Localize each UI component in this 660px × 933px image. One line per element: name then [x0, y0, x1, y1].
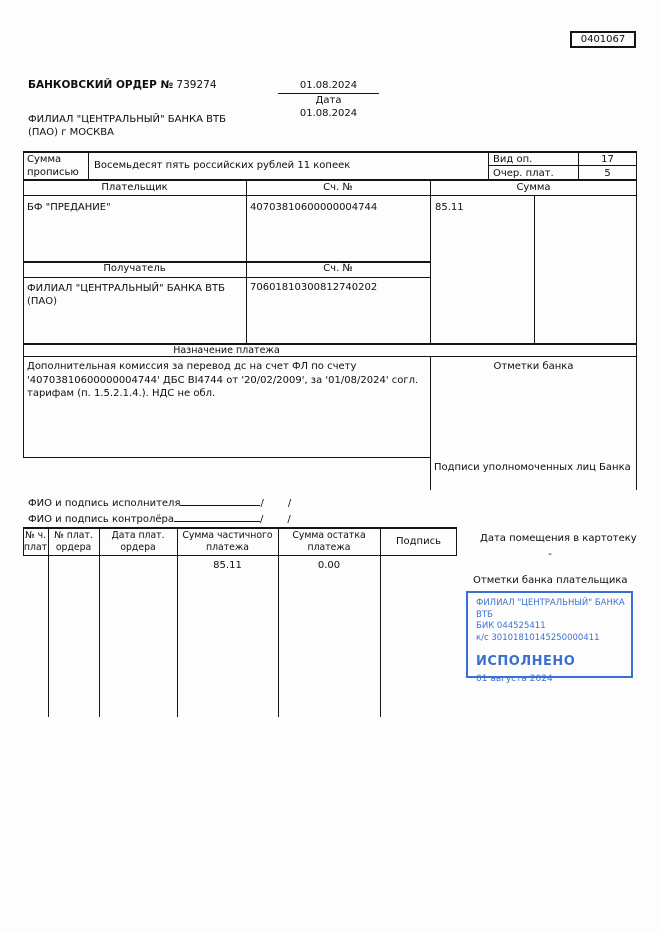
bank-marks-label: Отметки банка: [493, 361, 574, 372]
table-border-line: [48, 527, 49, 717]
operation-type-value: 17: [601, 154, 614, 165]
table-border-line: [23, 151, 637, 153]
col-header-line: № плат.: [54, 530, 93, 541]
table-border-line: [23, 457, 430, 458]
payment-order-priority-value: 5: [604, 167, 611, 179]
col-header-line: плат: [23, 542, 48, 553]
stamp-corr-account: к/с 30101810145250000411: [476, 632, 600, 643]
payer-name: БФ "ПРЕДАНИЕ": [27, 202, 111, 213]
payer-account: 40703810600000004744: [250, 202, 378, 213]
operation-type-label: Вид оп.: [493, 154, 533, 165]
partial-amount-value: 85.11: [213, 560, 242, 571]
stamp-status: ИСПОЛНЕНО: [476, 654, 576, 669]
form-code: 0401067: [580, 34, 626, 45]
payee-header: Получатель: [103, 263, 166, 274]
purpose-text: [27, 360, 422, 401]
col-header-partial-amount: [177, 530, 278, 554]
table-border-line: [430, 356, 431, 490]
payee-name-line2: (ПАО): [27, 296, 58, 307]
slash: /: [260, 514, 264, 525]
col-header-line: Дата плат.: [111, 530, 165, 541]
executor-signature-label: ФИО и подпись исполнителя: [28, 498, 181, 509]
col-header-line: ордера: [120, 542, 156, 553]
form-code-box: [570, 31, 636, 48]
issuing-bank-name-line1: ФИЛИАЛ "ЦЕНТРАЛЬНЫЙ" БАНКА ВТБ: [28, 114, 226, 125]
table-border-line: [380, 527, 381, 717]
amount-words-label-line2: прописью: [27, 167, 79, 178]
col-header-order-number: [48, 530, 99, 554]
table-border-line: [246, 179, 247, 344]
issuing-bank-name: [28, 113, 226, 139]
purpose-text-line2: '40703810600000004744' ДБС BI4744 от '20/02/2009', за '01/08/2024' согл.: [27, 374, 419, 386]
payer-header: Плательщик: [101, 182, 168, 193]
col-header-line: Сумма частичного: [182, 530, 273, 541]
order-number: 739274: [176, 79, 217, 91]
date-block: [278, 80, 379, 119]
table-border-line: [278, 527, 279, 717]
controller-signature-row: [28, 512, 291, 525]
payee-name: [27, 282, 242, 308]
col-header-line: № ч.: [24, 530, 47, 541]
table-border-line: [23, 356, 637, 357]
card-file-label: Дата помещения в картотеку: [480, 533, 637, 544]
table-border-line: [23, 179, 637, 181]
payee-account-header: Сч. №: [323, 263, 353, 274]
order-title-label: БАНКОВСКИЙ ОРДЕР №: [28, 79, 174, 91]
slash: /: [287, 514, 291, 525]
payer-account-header: Сч. №: [323, 182, 353, 193]
table-border-line: [177, 527, 178, 717]
stamp-bik: БИК 044525411: [476, 621, 546, 631]
col-header-line: платежа: [307, 542, 351, 553]
stamp-bank-name: ФИЛИАЛ "ЦЕНТРАЛЬНЫЙ" БАНКА ВТБ: [476, 598, 625, 620]
order-title: [28, 79, 217, 91]
table-border-line: [488, 151, 489, 179]
bank-stamp: [466, 591, 633, 684]
purpose-text-line1: Дополнительная комиссия за перевод дс на счет ФЛ по счету: [27, 361, 357, 372]
table-border-line: [99, 527, 100, 717]
purpose-header: Назначение платежа: [173, 345, 280, 356]
table-border-line: [23, 277, 430, 278]
table-border-line: [23, 527, 457, 529]
col-header-signature: Подпись: [396, 536, 441, 547]
slash: /: [260, 498, 264, 509]
signature-blank-line: [174, 512, 260, 522]
amount-words-label-line1: Сумма: [27, 154, 62, 165]
table-border-line: [88, 151, 89, 179]
col-header-part-number: [23, 530, 48, 554]
table-border-line: [23, 555, 457, 556]
date-label: Дата: [315, 95, 342, 106]
payer-bank-marks-label: Отметки банка плательщика: [473, 575, 628, 586]
remainder-amount-value: 0.00: [317, 560, 341, 571]
table-border-line: [430, 179, 431, 344]
payment-order-priority-label: Очер. плат.: [493, 167, 554, 179]
table-border-line: [636, 151, 637, 490]
slash: /: [287, 498, 292, 509]
purpose-text-line3: тарифам (п. 1.5.2.1.4.). НДС не обл.: [27, 388, 216, 399]
col-header-line: платежа: [206, 542, 249, 553]
table-border-line: [488, 165, 637, 166]
card-file-value: -: [548, 549, 552, 560]
date-value-2: 01.08.2024: [299, 108, 358, 119]
payee-name-line1: ФИЛИАЛ "ЦЕНТРАЛЬНЫЙ" БАНКА ВТБ: [27, 283, 225, 294]
table-border-line: [23, 195, 637, 196]
executor-signature-row: [28, 496, 291, 509]
col-header-line: Сумма остатка: [292, 530, 366, 541]
payment-amount: 85.11: [435, 202, 464, 213]
payee-account: 70601810300812740202: [250, 282, 378, 293]
sum-header: Сумма: [516, 182, 551, 193]
date-value: 01.08.2024: [278, 80, 379, 94]
signature-blank-line: [180, 496, 260, 506]
bank-signatures-label: Подписи уполномоченных лиц Банка: [434, 462, 631, 473]
col-header-order-date: [99, 530, 177, 554]
amount-words-label: [27, 153, 79, 179]
table-border-line: [23, 151, 24, 458]
issuing-bank-name-line2: (ПАО) г МОСКВА: [28, 127, 114, 138]
table-border-line: [534, 195, 535, 344]
col-header-remainder-amount: [278, 530, 380, 554]
stamp-date: 01 августа 2024: [476, 673, 553, 684]
controller-signature-label: ФИО и подпись контролёра: [28, 514, 175, 525]
col-header-line: ордера: [55, 542, 92, 553]
amount-in-words: Восемьдесят пять российских рублей 11 копеек: [94, 160, 351, 171]
